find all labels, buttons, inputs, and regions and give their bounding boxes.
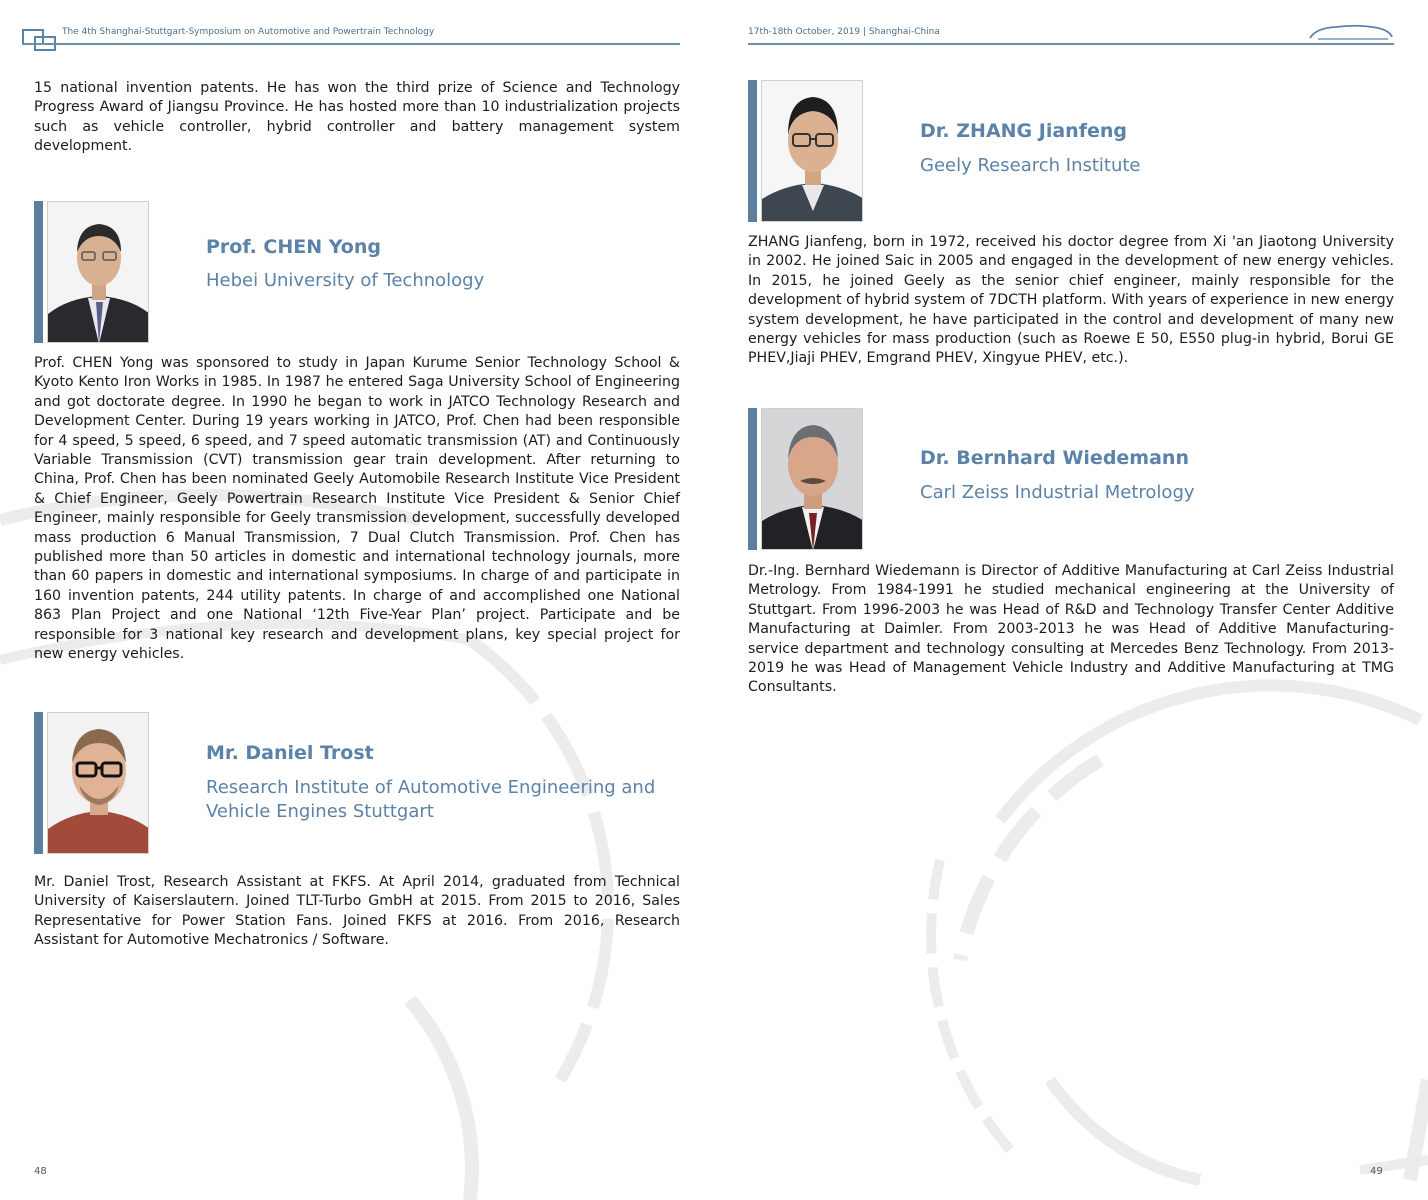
page-number: 49	[1370, 1166, 1383, 1177]
symposium-logo-icon	[22, 29, 56, 51]
portrait-chen-yong	[47, 201, 149, 343]
profile-name: Dr. ZHANG Jianfeng	[920, 120, 1127, 142]
profile-accent-bar	[34, 201, 43, 343]
header-rule	[748, 43, 1394, 45]
profile-bio: Prof. CHEN Yong was sponsored to study in Japan Kurume Senior Technology School & Kyoto Kento Iron Works in 1985. In 1987 he entered Saga University School of Engineering and got doctorate degree. In 1990 he began to work in JATCO Technology Research and Development Center. During 19 years working in JATCO, Prof. Chen had been responsible for 4 speed, 5 speed, 6 speed, and 7 speed automatic transmission (AT) and Continuously Variable Transmission (CVT) transmission gear train development. After returning to China, Prof. Chen has been nominated Geely Automobile Research Institute Vice President & Chief Engineer, Geely Powertrain Research Institute Vice President & Senior Chief Engineer, mainly responsible for Geely transmission development, successfully developed mass production 6 Manual Transmission, 7 Dual Clutch Transmission. Prof. Chen has published more than 50 articles in domestic and international technology journals, more than 60 papers in domestic and international symposiums. In charge of and participate in 160 invention patents, 244 utility patents. In charge of and accomplished one National 863 Plan Project and one National ‘12th Five-Year Plan’ project. Participate and be responsible for 3 national key research and development plans, key special project for new energy vehicles.	[34, 355, 680, 663]
profile-bio: Mr. Daniel Trost, Research Assistant at FKFS. At April 2014, graduated from Technical University of Kaiserslautern. Joined TLT-Turbo GmbH at 2015. From 2015 to 2016, Sales Representative for Power Station Fans. Joined FKFS at 2016. From 2016, Research Assistant for Automotive Mechatronics / Software.	[34, 874, 680, 949]
profile-affiliation: Hebei University of Technology	[206, 270, 485, 291]
profile-bio: Dr.-Ing. Bernhard Wiedemann is Director of Additive Manufacturing at Carl Zeiss Industrial Metrology. From 1984-1991 he studied mechanical engineering at the University of Stuttgart. From 1996-2003 he was Head of R&D and Technology Transfer Center Additive Manufacturing at Daimler. From 2003-2013 he was Head of Additive Manufacturing-service department and technology consulting at Mercedes Benz Technology. From 2013-2019 he was Head of Management Vehicle Industry and Additive Manufacturing at TMG Consultants.	[748, 563, 1394, 696]
portrait-bernhard-wiedemann	[761, 408, 863, 550]
running-header: The 4th Shanghai-Stuttgart-Symposium on Automotive and Powertrain Technology	[62, 27, 435, 37]
profile-affiliation-line-2: Vehicle Engines Stuttgart	[206, 801, 434, 822]
profile-affiliation: Geely Research Institute	[920, 155, 1141, 176]
car-logo-icon	[1308, 22, 1394, 42]
right-page	[714, 0, 1428, 1200]
running-header: 17th-18th October, 2019 | Shanghai-China	[748, 27, 940, 37]
intro-paragraph: 15 national invention patents. He has won the third prize of Science and Technology Progress Award of Jiangsu Province. He has hosted more than 10 industrialization projects such as vehicle controller, hybrid controller and battery management system development.	[34, 80, 680, 155]
profile-accent-bar	[34, 712, 43, 854]
page-number: 48	[34, 1166, 47, 1177]
profile-name: Prof. CHEN Yong	[206, 236, 381, 258]
profile-bio: ZHANG Jianfeng, born in 1972, received his doctor degree from Xi 'an Jiaotong University in 2002. He joined Saic in 2005 and engaged in the development of new energy vehicles. In 2015, he joined Geely as the senior chief engineer, mainly responsible for the development of hybrid system of 7DCTH platform. With years of experience in new energy system development, he have participated in the control and development of many new energy vehicles for mass production (such as Roewe E 50, E550 plug-in hybrid, Borui GE PHEV,Jiaji PHEV, Emgrand PHEV, Xingyue PHEV, etc.).	[748, 234, 1394, 367]
profile-affiliation-line-1: Research Institute of Automotive Engineering and	[206, 777, 656, 798]
profile-name: Dr. Bernhard Wiedemann	[920, 447, 1189, 469]
profile-name: Mr. Daniel Trost	[206, 742, 374, 764]
portrait-daniel-trost	[47, 712, 149, 854]
portrait-zhang-jianfeng	[761, 80, 863, 222]
header-rule	[22, 43, 680, 45]
profile-accent-bar	[748, 408, 757, 550]
profile-affiliation: Carl Zeiss Industrial Metrology	[920, 482, 1195, 503]
profile-accent-bar	[748, 80, 757, 222]
